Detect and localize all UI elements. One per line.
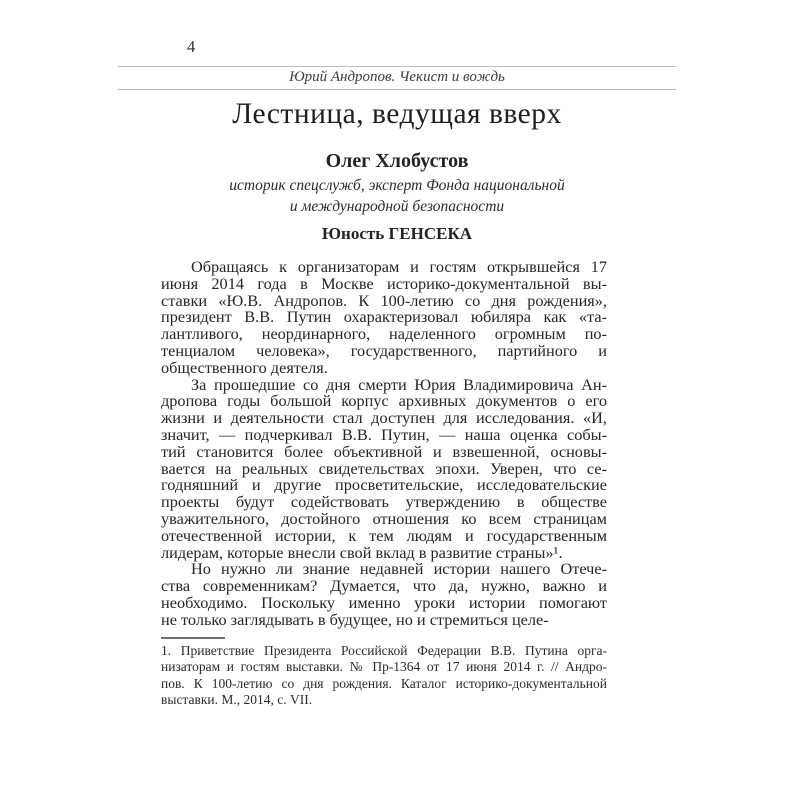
text-line: пов. К 100-летию со дня рождения. Каталог историко-документальной xyxy=(161,675,607,691)
paragraph-1 xyxy=(161,259,607,377)
text-line: За прошедшие со дня смерти Юрия Владимировича Ан- xyxy=(191,374,607,394)
text-line: годняшний и другие просветительские, исследовательские xyxy=(161,475,607,495)
header-rule-bottom xyxy=(118,89,676,90)
paragraph-2 xyxy=(161,374,607,562)
footnote xyxy=(161,643,607,708)
text-line: лантливого, неординарного, наделенного огромным по- xyxy=(161,324,607,344)
text-line: июня 2014 года в Москве историко-документальной вы- xyxy=(161,273,607,293)
text-line: выставки. М., 2014, с. VII. xyxy=(161,691,313,707)
text-line: историк спецслужб, эксперт Фонда национальной xyxy=(229,177,565,194)
text-line: ства современникам? Думается, что да, нужно, важно и xyxy=(161,576,607,596)
text-line: необходимо. Поскольку именно уроки истории помогают xyxy=(161,592,607,612)
text-line: вается на реальных свидетельствах эпохи. Уверен, что се- xyxy=(161,458,607,478)
text-line: дропова годы большой корпус архивных документов о его xyxy=(161,391,607,411)
text-line: уважительного, достойного отношения ко всем страницам xyxy=(161,508,607,528)
section-heading: Юность ГЕНСЕКА xyxy=(321,224,473,243)
text-line: значит, — подчеркивал В.В. Путин, — наша оценка собы- xyxy=(161,424,607,444)
text-line: низаторам и гостям выставки. № Пр-1364 от 17 июня 2014 г. // Андро- xyxy=(161,659,607,675)
text-line: Но нужно ли знание недавней истории нашего Отече- xyxy=(191,559,607,579)
text-line: и международной безопасности xyxy=(289,197,505,215)
author-name: Олег Хлобустов xyxy=(325,150,469,172)
text-line: отечественной истории, к тем людям и государственным xyxy=(161,525,607,545)
text-line: президент В.В. Путин охарактеризовал юбиляра как «та- xyxy=(161,307,607,327)
text-line: ставки «Ю.В. Андропов. К 100-летию со дня рождения», xyxy=(161,290,607,310)
text-line: лидерам, которые внесли свой вклад в развитие страны»¹. xyxy=(161,542,563,562)
text-line: общественного деятеля. xyxy=(161,357,328,377)
page-number: 4 xyxy=(187,37,196,56)
running-head: Юрий Андропов. Чекист и вождь xyxy=(289,69,505,85)
author-affiliation xyxy=(118,176,676,217)
text-line: проекты будут содействовать утверждению в обществе xyxy=(161,492,607,512)
body-text xyxy=(161,259,607,629)
text-line: 1. Приветствие Президента Российской Федерации В.В. Путина орга- xyxy=(161,643,607,658)
footnote-separator xyxy=(161,637,225,639)
text-line: тий становится более объективной и взвешенной, основы- xyxy=(161,441,607,461)
chapter-title: Лестница, ведущая вверх xyxy=(232,98,562,130)
text-line: Обращаясь к организаторам и гостям открывшейся 17 xyxy=(191,257,607,276)
text-line: жизни и деятельности стал доступен для исследования. «И, xyxy=(161,408,607,428)
text-line: не только заглядывать в будущее, но и стремиться целе- xyxy=(161,609,549,629)
paragraph-3 xyxy=(161,561,607,628)
text-line: тенциалом человека», государственного, партийного и xyxy=(161,340,607,360)
